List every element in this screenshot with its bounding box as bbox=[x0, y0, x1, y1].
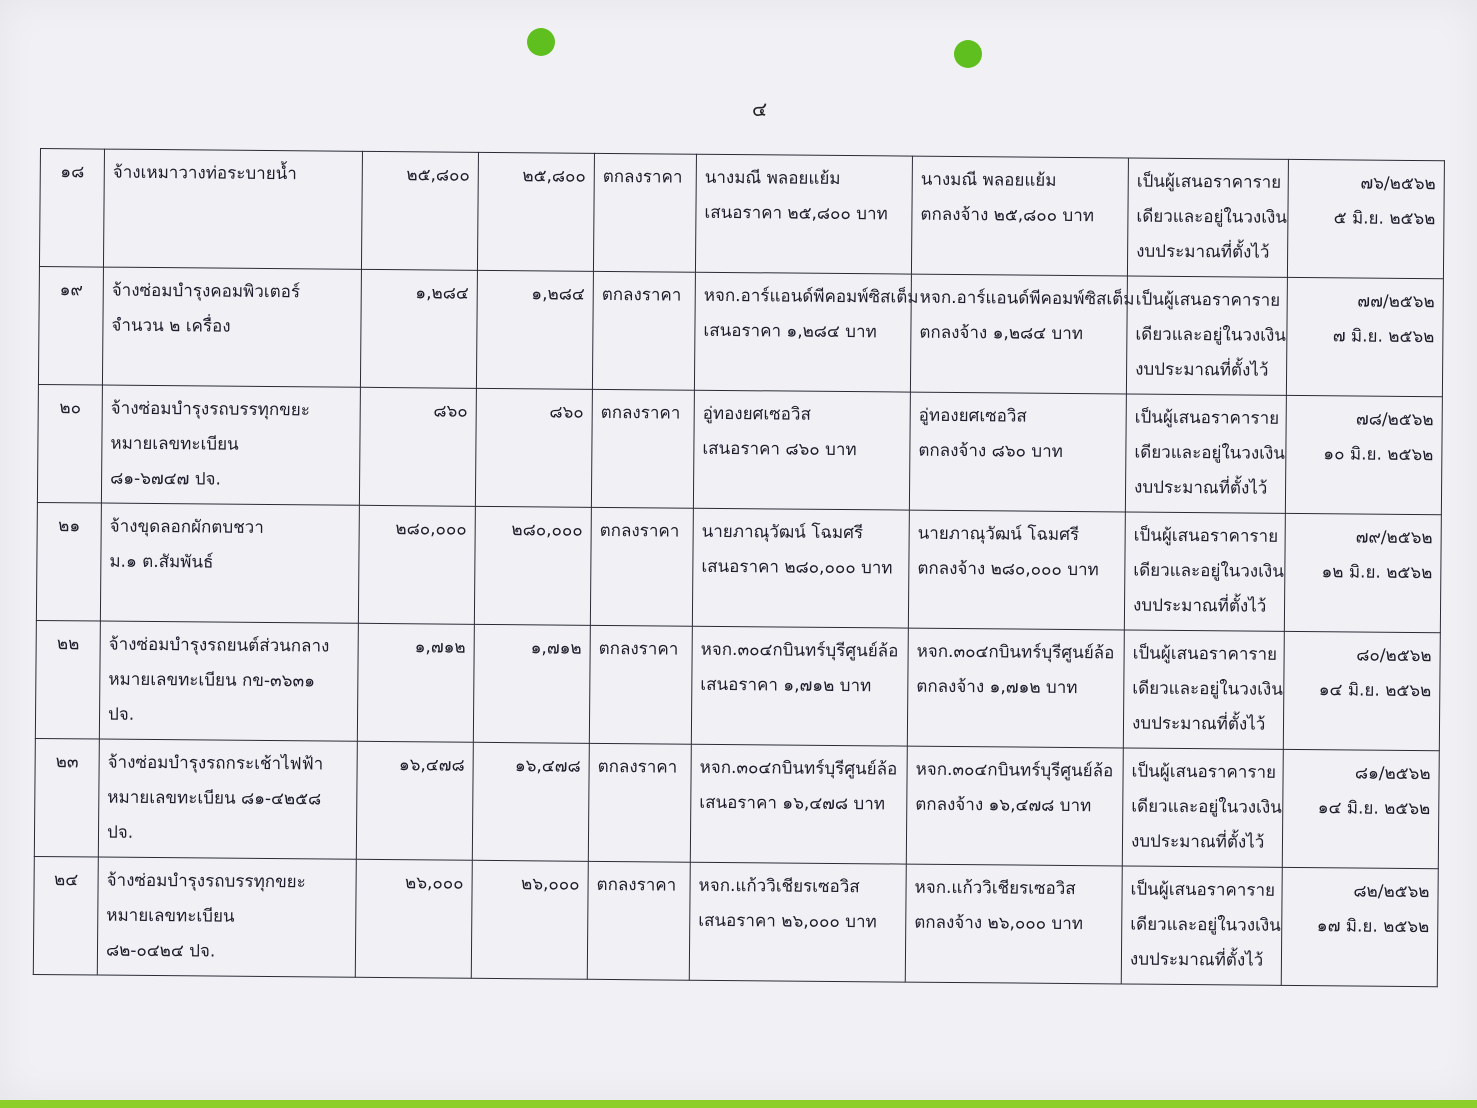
selection-reason-text: เดียวและอยู่ในวงเงิน bbox=[1132, 678, 1283, 700]
contract-reference-text: ๘๐/๒๕๖๒ bbox=[1356, 645, 1432, 667]
procurement-method-text: ตกลงราคา bbox=[599, 520, 680, 542]
winner-text: นางมณี พลอยแย้ม bbox=[920, 169, 1057, 191]
row-number-cell bbox=[38, 266, 103, 385]
procurement-method-text: ตกลงราคา bbox=[601, 284, 682, 306]
selection-reason-text: งบประมาณที่ตั้งไว้ bbox=[1135, 359, 1269, 381]
winner-text: ตกลงจ้าง ๒๖,๐๐๐ บาท bbox=[914, 912, 1084, 935]
contract-reference-text: ๗ มิ.ย. ๒๕๖๒ bbox=[1332, 326, 1435, 348]
procurement-method-text: ตกลงราคา bbox=[602, 166, 683, 188]
item-description-text: จำนวน ๒ เครื่อง bbox=[111, 315, 231, 337]
row-number-text: ๒๒ bbox=[56, 634, 80, 655]
table-row bbox=[38, 266, 1443, 396]
winner-text: หจก.แก้ววิเชียรเซอวิส bbox=[914, 877, 1076, 900]
table-body bbox=[33, 149, 1444, 987]
bidder-text: หจก.แก้ววิเชียรเซอวิส bbox=[698, 875, 860, 898]
punch-hole bbox=[954, 40, 982, 68]
winner-text: หจก.อาร์แอนด์พีคอมพ์ซิสเต็ม bbox=[919, 287, 1135, 310]
median-price-cell bbox=[476, 270, 593, 389]
procurement-method-cell bbox=[591, 389, 694, 508]
selection-reason-cell bbox=[1123, 630, 1284, 749]
budget-amount-text: ๘๖๐ bbox=[433, 401, 468, 422]
row-number-text: ๒๑ bbox=[58, 516, 81, 537]
winner-cell bbox=[909, 392, 1126, 512]
row-number-cell bbox=[37, 384, 102, 503]
table-row bbox=[37, 384, 1442, 514]
selection-reason-text: เป็นผู้เสนอราคาราย bbox=[1132, 643, 1278, 665]
page-number: ๔ bbox=[752, 97, 768, 121]
item-description-text: หมายเลขทะเบียน bbox=[110, 433, 239, 455]
bidder-cell bbox=[691, 626, 908, 746]
bidder-text: หจก.๓๐๔กบินทร์บุรีศูนย์ล้อ bbox=[700, 639, 899, 662]
contract-reference-text: ๘๑/๒๕๖๒ bbox=[1354, 763, 1431, 785]
contract-reference-cell bbox=[1282, 749, 1439, 868]
winner-text: ตกลงจ้าง ๑,๒๘๔ บาท bbox=[919, 322, 1084, 345]
median-price-cell bbox=[472, 742, 589, 861]
contract-reference-cell bbox=[1287, 159, 1444, 278]
item-description-text: ๘๑-๖๗๔๗ ปจ. bbox=[110, 468, 222, 490]
item-description-text: ปจ. bbox=[106, 822, 134, 843]
selection-reason-cell bbox=[1122, 748, 1283, 867]
procurement-method-text: ตกลงราคา bbox=[597, 756, 678, 778]
selection-reason-cell bbox=[1121, 866, 1282, 985]
budget-amount-text: ๒๘๐,๐๐๐ bbox=[395, 519, 467, 540]
procurement-method-text: ตกลงราคา bbox=[600, 402, 681, 424]
selection-reason-text: เดียวและอยู่ในวงเงิน bbox=[1135, 324, 1287, 346]
item-description-cell bbox=[100, 503, 359, 623]
contract-reference-text: ๘๒/๒๕๖๒ bbox=[1353, 881, 1430, 903]
item-description-text: จ้างขุดลอกผักตบชวา bbox=[109, 516, 264, 538]
item-description-text: จ้างซ่อมบำรุงรถยนต์ส่วนกลาง bbox=[108, 634, 330, 657]
median-price-cell bbox=[475, 388, 592, 507]
bidder-cell bbox=[695, 154, 912, 274]
item-description-text: จ้างซ่อมบำรุงรถกระเช้าไฟฟ้า bbox=[107, 752, 324, 775]
row-number-text: ๒๓ bbox=[55, 752, 79, 773]
bidder-cell bbox=[694, 272, 919, 392]
winner-cell bbox=[907, 628, 1124, 748]
contract-reference-cell bbox=[1286, 277, 1443, 396]
row-number-text: ๑๙ bbox=[59, 280, 83, 301]
selection-reason-text: เป็นผู้เสนอราคาราย bbox=[1135, 289, 1281, 311]
selection-reason-text: เดียวและอยู่ในวงเงิน bbox=[1130, 914, 1281, 936]
bidder-text: นางมณี พลอยแย้ม bbox=[704, 167, 841, 189]
table-row bbox=[39, 149, 1444, 279]
contract-reference-cell bbox=[1285, 395, 1442, 514]
contract-reference-text: ๗๙/๒๕๖๒ bbox=[1355, 527, 1433, 549]
row-number-cell bbox=[34, 738, 99, 857]
item-description-text: จ้างเหมาวางท่อระบายน้ำ bbox=[112, 162, 297, 185]
selection-reason-text: งบประมาณที่ตั้งไว้ bbox=[1136, 241, 1270, 263]
winner-text: ตกลงจ้าง ๒๘๐,๐๐๐ บาท bbox=[917, 558, 1099, 581]
selection-reason-cell bbox=[1127, 158, 1288, 277]
procurement-table bbox=[33, 148, 1445, 987]
contract-reference-cell bbox=[1284, 513, 1441, 632]
median-price-text: ๒๖,๐๐๐ bbox=[520, 874, 580, 895]
item-description-text: ม.๑ ต.สัมพันธ์ bbox=[109, 551, 214, 573]
contract-reference-text: ๗๖/๒๕๖๒ bbox=[1360, 173, 1436, 195]
selection-reason-cell bbox=[1124, 512, 1285, 631]
budget-amount-cell bbox=[357, 623, 474, 742]
table-row bbox=[35, 620, 1440, 750]
budget-amount-text: ๑,๗๑๒ bbox=[414, 637, 466, 658]
item-description-cell bbox=[99, 621, 358, 741]
median-price-cell bbox=[471, 860, 588, 979]
selection-reason-cell bbox=[1125, 394, 1286, 513]
procurement-method-cell bbox=[593, 153, 696, 272]
item-description-text: ปจ. bbox=[107, 704, 135, 725]
bidder-cell bbox=[692, 508, 909, 628]
budget-amount-text: ๒๕,๘๐๐ bbox=[406, 165, 470, 186]
bidder-text: เสนอราคา ๒๘๐,๐๐๐ บาท bbox=[701, 556, 893, 579]
bidder-text: หจก.อาร์แอนด์พีคอมพ์ซิสเต็ม bbox=[703, 285, 919, 308]
winner-text: หจก.๓๐๔กบินทร์บุรีศูนย์ล้อ bbox=[915, 759, 1114, 782]
item-description-cell bbox=[101, 385, 360, 505]
budget-amount-text: ๑,๒๘๔ bbox=[415, 283, 469, 304]
bidder-text: เสนอราคา ๒๖,๐๐๐ บาท bbox=[698, 910, 877, 933]
selection-reason-text: งบประมาณที่ตั้งไว้ bbox=[1129, 949, 1264, 971]
contract-reference-text: ๑๔ มิ.ย. ๒๕๖๒ bbox=[1318, 680, 1432, 702]
row-number-text: ๒๔ bbox=[53, 870, 79, 891]
procurement-method-cell bbox=[590, 507, 693, 626]
median-price-text: ๘๖๐ bbox=[549, 402, 584, 423]
item-description-text: หมายเลขทะเบียน ๘๑-๔๒๕๘ bbox=[107, 787, 322, 810]
row-number-cell bbox=[39, 149, 104, 268]
winner-text: ตกลงจ้าง ๒๕,๘๐๐ บาท bbox=[920, 204, 1095, 227]
bidder-cell bbox=[693, 390, 910, 510]
winner-text: อู่ทองยศเซอวิส bbox=[918, 405, 1027, 427]
selection-reason-text: เดียวและอยู่ในวงเงิน bbox=[1136, 206, 1288, 228]
selection-reason-text: เป็นผู้เสนอราคาราย bbox=[1133, 525, 1279, 547]
winner-text: หจก.๓๐๔กบินทร์บุรีศูนย์ล้อ bbox=[916, 641, 1115, 664]
budget-amount-cell bbox=[356, 741, 473, 860]
procurement-method-text: ตกลงราคา bbox=[598, 638, 679, 660]
median-price-text: ๒๕,๘๐๐ bbox=[522, 166, 586, 187]
selection-reason-text: เดียวและอยู่ในวงเงิน bbox=[1131, 796, 1282, 818]
contract-reference-text: ๗๘/๒๕๖๒ bbox=[1355, 409, 1434, 431]
contract-reference-cell bbox=[1283, 631, 1440, 750]
selection-reason-cell bbox=[1126, 276, 1287, 395]
row-number-cell bbox=[36, 502, 101, 621]
bidder-cell bbox=[689, 862, 906, 982]
punch-hole bbox=[527, 28, 555, 56]
median-price-cell bbox=[477, 152, 594, 271]
budget-amount-cell bbox=[355, 859, 472, 978]
budget-amount-cell bbox=[359, 387, 476, 506]
selection-reason-text: งบประมาณที่ตั้งไว้ bbox=[1133, 477, 1268, 499]
selection-reason-text: เดียวและอยู่ในวงเงิน bbox=[1134, 442, 1286, 464]
table-row bbox=[33, 856, 1438, 986]
selection-reason-text: เดียวและอยู่ในวงเงิน bbox=[1133, 560, 1284, 582]
selection-reason-text: งบประมาณที่ตั้งไว้ bbox=[1130, 831, 1265, 853]
contract-reference-text: ๑๔ มิ.ย. ๒๕๖๒ bbox=[1317, 798, 1431, 820]
contract-reference-text: ๗๗/๒๕๖๒ bbox=[1357, 291, 1435, 313]
row-number-text: ๑๘ bbox=[60, 162, 85, 183]
winner-text: นายภาณุวัฒน์ โฉมศรี bbox=[917, 523, 1080, 546]
median-price-text: ๑๖,๔๗๘ bbox=[514, 756, 581, 777]
median-price-cell bbox=[474, 506, 591, 625]
selection-reason-text: เป็นผู้เสนอราคาราย bbox=[1130, 879, 1276, 901]
budget-amount-cell bbox=[360, 269, 477, 388]
procurement-method-cell bbox=[592, 271, 695, 390]
median-price-text: ๑,๒๘๔ bbox=[531, 284, 585, 305]
budget-amount-cell bbox=[358, 505, 475, 624]
row-number-text: ๒๐ bbox=[59, 398, 82, 419]
contract-reference-cell bbox=[1281, 867, 1438, 986]
winner-cell bbox=[911, 156, 1128, 276]
selection-reason-text: งบประมาณที่ตั้งไว้ bbox=[1132, 595, 1267, 617]
table-row bbox=[36, 502, 1441, 632]
item-description-text: หมายเลขทะเบียน กข-๓๖๓๑ bbox=[108, 669, 316, 692]
bidder-text: เสนอราคา ๑๖,๔๗๘ บาท bbox=[699, 792, 886, 815]
winner-text: ตกลงจ้าง ๑๖,๔๗๘ บาท bbox=[915, 794, 1092, 817]
bidder-text: หจก.๓๐๔กบินทร์บุรีศูนย์ล้อ bbox=[699, 757, 898, 780]
bidder-text: เสนอราคา ๑,๒๘๔ บาท bbox=[703, 320, 877, 343]
budget-amount-text: ๑๖,๔๗๘ bbox=[398, 755, 465, 776]
row-number-cell bbox=[33, 856, 98, 975]
winner-text: ตกลงจ้าง ๘๖๐ บาท bbox=[918, 440, 1063, 462]
bidder-text: เสนอราคา ๘๖๐ บาท bbox=[702, 438, 857, 461]
procurement-method-text: ตกลงราคา bbox=[596, 874, 677, 896]
contract-reference-text: ๑๐ มิ.ย. ๒๕๖๒ bbox=[1323, 444, 1434, 466]
bidder-text: นายภาณุวัฒน์ โฉมศรี bbox=[701, 521, 864, 544]
item-description-cell bbox=[97, 857, 356, 977]
winner-cell bbox=[910, 274, 1135, 394]
procurement-method-cell bbox=[587, 861, 690, 980]
bidder-text: อู่ทองยศเซอวิส bbox=[702, 403, 811, 425]
selection-reason-text: เป็นผู้เสนอราคาราย bbox=[1134, 407, 1280, 429]
item-description-text: จ้างซ่อมบำรุงรถบรรทุกขยะ bbox=[106, 870, 306, 893]
selection-reason-text: เป็นผู้เสนอราคาราย bbox=[1136, 171, 1282, 193]
item-description-cell bbox=[102, 267, 361, 387]
median-price-cell bbox=[473, 624, 590, 743]
selection-reason-text: เป็นผู้เสนอราคาราย bbox=[1131, 761, 1277, 783]
procurement-method-cell bbox=[588, 743, 691, 862]
budget-amount-cell bbox=[361, 151, 478, 270]
item-description-cell bbox=[103, 149, 362, 269]
median-price-text: ๒๘๐,๐๐๐ bbox=[511, 520, 583, 541]
winner-cell bbox=[908, 510, 1125, 630]
table-row bbox=[34, 738, 1439, 868]
winner-text: ตกลงจ้าง ๑,๗๑๒ บาท bbox=[916, 676, 1078, 699]
budget-amount-text: ๒๖,๐๐๐ bbox=[404, 873, 464, 894]
contract-reference-text: ๕ มิ.ย. ๒๕๖๒ bbox=[1333, 208, 1436, 230]
bidder-text: เสนอราคา ๒๕,๘๐๐ บาท bbox=[704, 202, 888, 225]
row-number-cell bbox=[35, 620, 100, 739]
item-description-text: ๘๒-๐๔๒๔ ปจ. bbox=[105, 940, 216, 962]
procurement-method-cell bbox=[589, 625, 692, 744]
median-price-text: ๑,๗๑๒ bbox=[530, 638, 582, 659]
contract-reference-text: ๑๗ มิ.ย. ๒๕๖๒ bbox=[1316, 916, 1430, 938]
winner-cell bbox=[905, 864, 1122, 984]
winner-cell bbox=[906, 746, 1123, 866]
bidder-text: เสนอราคา ๑,๗๑๒ บาท bbox=[700, 674, 872, 697]
selection-reason-text: งบประมาณที่ตั้งไว้ bbox=[1131, 713, 1266, 735]
item-description-cell bbox=[98, 739, 357, 859]
bidder-cell bbox=[690, 744, 907, 864]
item-description-text: จ้างซ่อมบำรุงคอมพิวเตอร์ bbox=[111, 280, 301, 303]
item-description-text: จ้างซ่อมบำรุงรถบรรทุกขยะ bbox=[110, 398, 311, 421]
contract-reference-text: ๑๒ มิ.ย. ๒๕๖๒ bbox=[1321, 562, 1433, 584]
item-description-text: หมายเลขทะเบียน bbox=[106, 905, 235, 927]
